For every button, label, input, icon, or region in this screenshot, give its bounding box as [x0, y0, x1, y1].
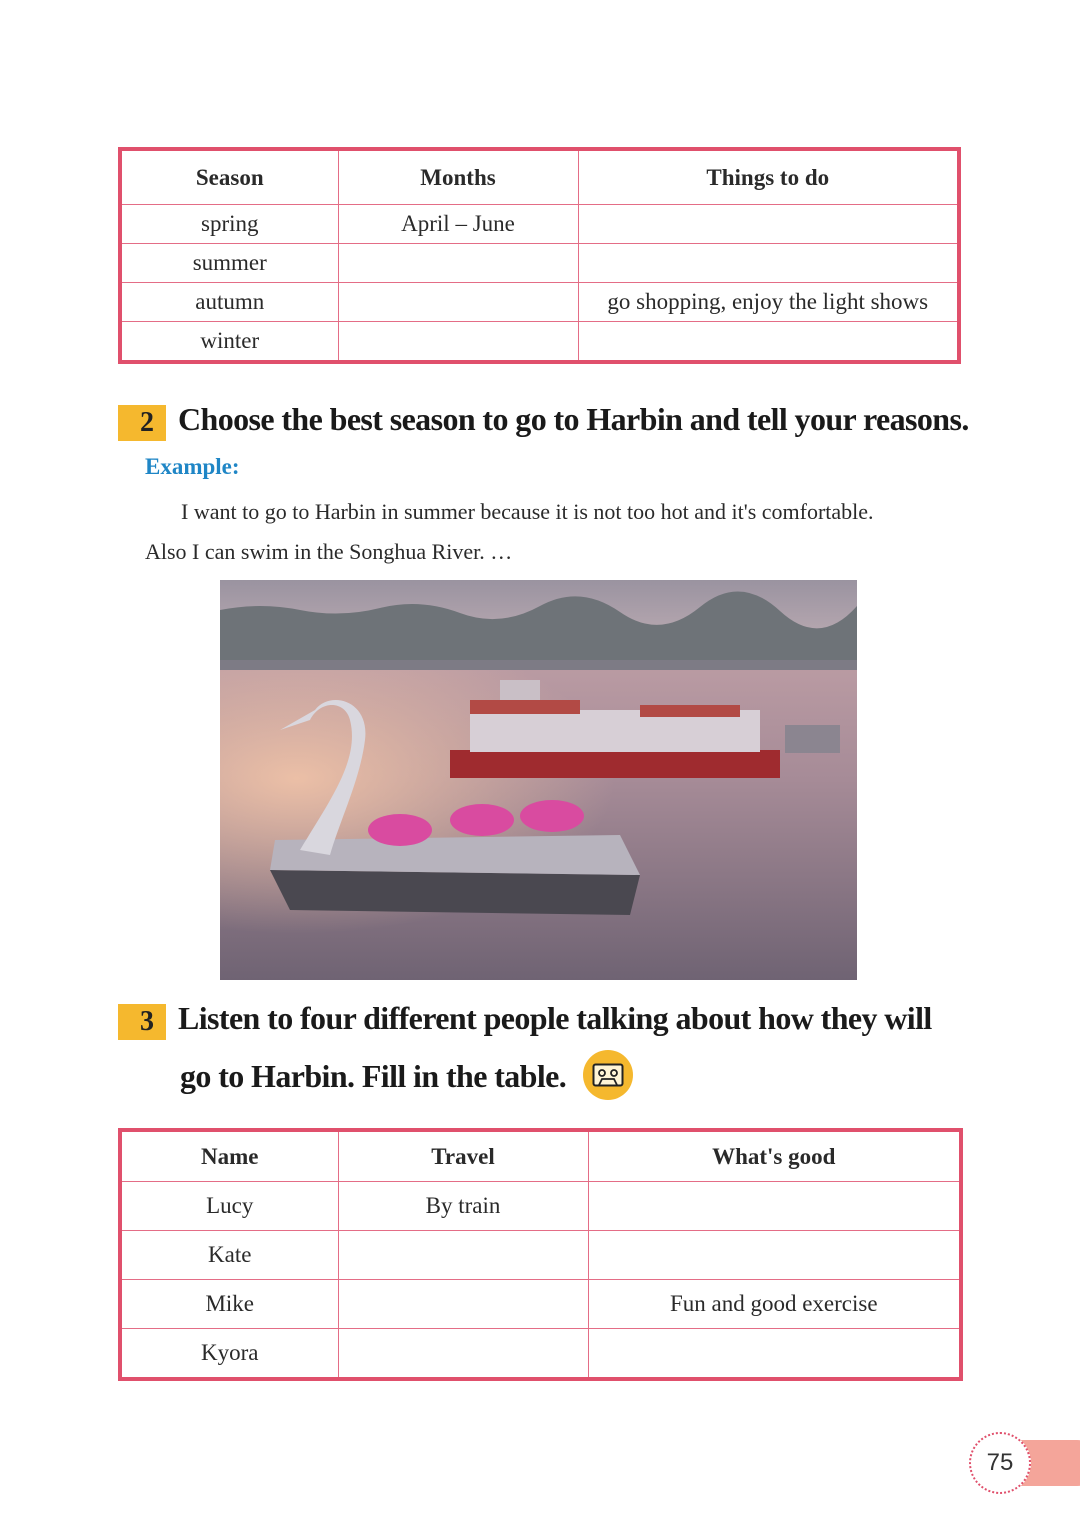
table-cell: Kyora: [120, 1329, 338, 1380]
section-title: Choose the best season to go to Harbin and tell your reasons.: [178, 401, 969, 437]
table-cell: [338, 1280, 588, 1329]
table-row: [120, 205, 959, 244]
cassette-icon[interactable]: [583, 1050, 633, 1100]
table-cell: [578, 244, 959, 283]
table-cell: Kate: [120, 1231, 338, 1280]
table-row: [120, 1182, 961, 1231]
table-header-row: [120, 149, 959, 205]
table-cell: Fun and good exercise: [588, 1280, 961, 1329]
table-cell: [578, 205, 959, 244]
table-cell: April – June: [338, 205, 578, 244]
column-header: Season: [120, 149, 338, 205]
table-header-row: [120, 1130, 961, 1182]
table-cell: [338, 1329, 588, 1380]
example-line: I want to go to Harbin in summer because it is not too hot and it's comfortable.: [181, 499, 874, 524]
table-cell: [588, 1329, 961, 1380]
table-row: [120, 244, 959, 283]
table-cell: Mike: [120, 1280, 338, 1329]
section-number-badge: 2: [118, 405, 166, 441]
example-line: Also I can swim in the Songhua River. …: [145, 539, 513, 564]
section-number-badge: 3: [118, 1004, 166, 1040]
table-cell: spring: [120, 205, 338, 244]
table-cell: [578, 322, 959, 363]
example-paragraph: [145, 492, 975, 572]
seasons-table: [118, 147, 961, 364]
table-cell: [338, 1231, 588, 1280]
table-cell: [338, 322, 578, 363]
table-row: [120, 1231, 961, 1280]
column-header: Months: [338, 149, 578, 205]
table-cell: [588, 1231, 961, 1280]
page-number: 75: [969, 1432, 1031, 1494]
table-cell: [588, 1182, 961, 1231]
table-cell: winter: [120, 322, 338, 363]
column-header: What's good: [588, 1130, 961, 1182]
table-cell: [338, 244, 578, 283]
table-row: [120, 1280, 961, 1329]
column-header: Things to do: [578, 149, 959, 205]
table-cell: [338, 283, 578, 322]
table-row: [120, 283, 959, 322]
table-cell: go shopping, enjoy the light shows: [578, 283, 959, 322]
table-row: [120, 1329, 961, 1380]
travel-table: [118, 1128, 963, 1381]
river-boats-photo: [220, 580, 857, 980]
table-cell: Lucy: [120, 1182, 338, 1231]
table-cell: summer: [120, 244, 338, 283]
table-row: [120, 322, 959, 363]
section-title: Listen to four different people talking about how they will: [178, 1000, 932, 1036]
column-header: Name: [120, 1130, 338, 1182]
table-cell: By train: [338, 1182, 588, 1231]
column-header: Travel: [338, 1130, 588, 1182]
table-cell: autumn: [120, 283, 338, 322]
section-title-continued: go to Harbin. Fill in the table.: [180, 1058, 567, 1094]
example-label: Example:: [145, 454, 240, 479]
